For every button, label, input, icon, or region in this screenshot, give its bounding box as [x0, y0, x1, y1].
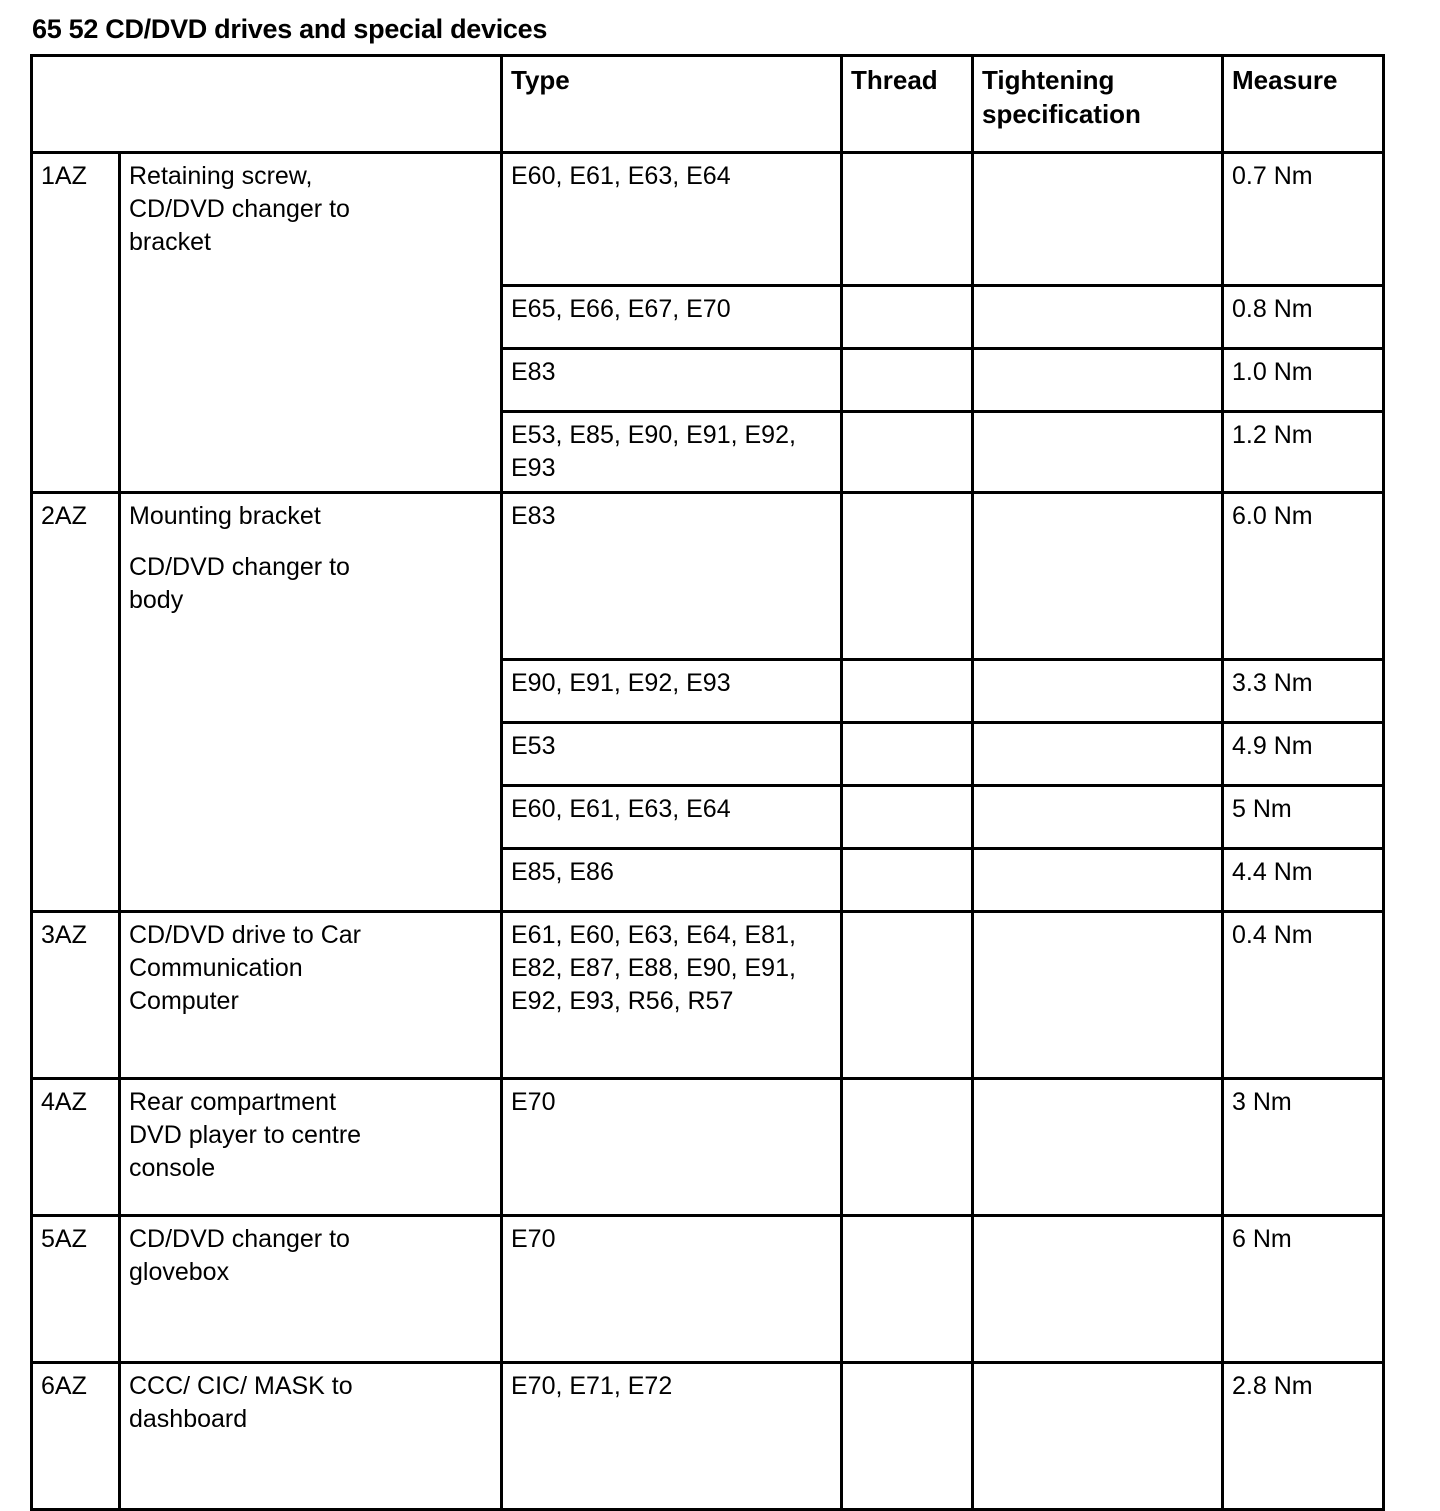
row-measure: 4.4 Nm	[1223, 849, 1384, 912]
description-line: console	[129, 1154, 216, 1182]
table-row	[32, 1363, 1384, 1510]
description-line: Retaining screw,	[129, 162, 313, 190]
column-header-type: Type	[502, 56, 842, 153]
row-type: E70, E71, E72	[502, 1363, 842, 1510]
row-thread	[842, 286, 973, 349]
row-thread	[842, 1216, 973, 1363]
row-tightening	[973, 723, 1223, 786]
row-tightening	[973, 849, 1223, 912]
row-id: 3AZ	[32, 912, 120, 1079]
table-row	[32, 493, 1384, 660]
row-type: E53, E85, E90, E91, E92, E93	[502, 412, 842, 493]
row-thread	[842, 723, 973, 786]
row-measure: 3 Nm	[1223, 1079, 1384, 1216]
description-line: DVD player to centre	[129, 1121, 362, 1149]
description-line: glovebox	[129, 1258, 230, 1286]
row-type: E70	[502, 1216, 842, 1363]
row-tightening	[973, 912, 1223, 1079]
row-measure: 0.7 Nm	[1223, 153, 1384, 286]
column-header-blank	[32, 56, 502, 153]
row-tightening	[973, 1363, 1223, 1510]
row-thread	[842, 912, 973, 1079]
column-header-measure: Measure	[1223, 56, 1384, 153]
table-header-row	[32, 56, 1384, 153]
row-thread	[842, 1079, 973, 1216]
row-type: E60, E61, E63, E64	[502, 153, 842, 286]
row-thread	[842, 660, 973, 723]
description-line: CD/DVD drive to Car	[129, 921, 361, 949]
row-thread	[842, 349, 973, 412]
row-type: E83	[502, 493, 842, 660]
row-type: E90, E91, E92, E93	[502, 660, 842, 723]
row-description	[120, 1079, 502, 1216]
row-id: 2AZ	[32, 493, 120, 912]
row-tightening	[973, 412, 1223, 493]
row-type: E85, E86	[502, 849, 842, 912]
table-row	[32, 1216, 1384, 1363]
row-id: 6AZ	[32, 1363, 120, 1510]
description-line: dashboard	[129, 1405, 248, 1433]
row-tightening	[973, 660, 1223, 723]
row-tightening	[973, 286, 1223, 349]
row-type: E53	[502, 723, 842, 786]
description-line: CCC/ CIC/ MASK to	[129, 1372, 353, 1400]
description-line: Mounting bracket	[129, 502, 321, 530]
description-line: body	[129, 586, 184, 614]
row-measure: 1.2 Nm	[1223, 412, 1384, 493]
row-thread	[842, 849, 973, 912]
row-measure: 5 Nm	[1223, 786, 1384, 849]
row-thread	[842, 786, 973, 849]
row-description	[120, 1216, 502, 1363]
row-measure: 0.4 Nm	[1223, 912, 1384, 1079]
row-id: 5AZ	[32, 1216, 120, 1363]
row-measure: 4.9 Nm	[1223, 723, 1384, 786]
column-header-tightening-line2: specification	[982, 99, 1141, 130]
row-id: 4AZ	[32, 1079, 120, 1216]
row-thread	[842, 493, 973, 660]
row-thread	[842, 412, 973, 493]
description-line: CD/DVD changer to	[129, 195, 350, 223]
row-tightening	[973, 1216, 1223, 1363]
row-measure: 2.8 Nm	[1223, 1363, 1384, 1510]
row-type: E60, E61, E63, E64	[502, 786, 842, 849]
row-type: E61, E60, E63, E64, E81, E82, E87, E88, E90, E91, E92, E93, R56, R57	[502, 912, 842, 1079]
row-id: 1AZ	[32, 153, 120, 493]
table-row	[32, 153, 1384, 286]
description-line: Communication	[129, 954, 303, 982]
row-description	[120, 912, 502, 1079]
table-row	[32, 912, 1384, 1079]
torque-specification-table	[30, 54, 1385, 1511]
row-measure: 1.0 Nm	[1223, 349, 1384, 412]
description-line: Rear compartment	[129, 1088, 337, 1116]
description-line: CD/DVD changer to	[129, 553, 350, 581]
column-header-tightening-line1: Tightening	[982, 65, 1115, 95]
row-measure: 3.3 Nm	[1223, 660, 1384, 723]
row-tightening	[973, 493, 1223, 660]
row-tightening	[973, 786, 1223, 849]
row-type: E65, E66, E67, E70	[502, 286, 842, 349]
row-tightening	[973, 153, 1223, 286]
description-line: Computer	[129, 987, 239, 1015]
row-description	[120, 153, 502, 493]
row-measure: 6.0 Nm	[1223, 493, 1384, 660]
row-description	[120, 1363, 502, 1510]
row-type: E70	[502, 1079, 842, 1216]
row-thread	[842, 1363, 973, 1510]
row-measure: 0.8 Nm	[1223, 286, 1384, 349]
row-measure: 6 Nm	[1223, 1216, 1384, 1363]
column-header-tightening-specification	[973, 56, 1223, 153]
row-type: E83	[502, 349, 842, 412]
row-description	[120, 493, 502, 912]
description-line: CD/DVD changer to	[129, 1225, 350, 1253]
row-tightening	[973, 349, 1223, 412]
description-line: bracket	[129, 228, 211, 256]
row-thread	[842, 153, 973, 286]
table-row	[32, 1079, 1384, 1216]
row-tightening	[973, 1079, 1223, 1216]
page-title: 65 52 CD/DVD drives and special devices	[32, 14, 548, 44]
column-header-thread: Thread	[842, 56, 973, 153]
